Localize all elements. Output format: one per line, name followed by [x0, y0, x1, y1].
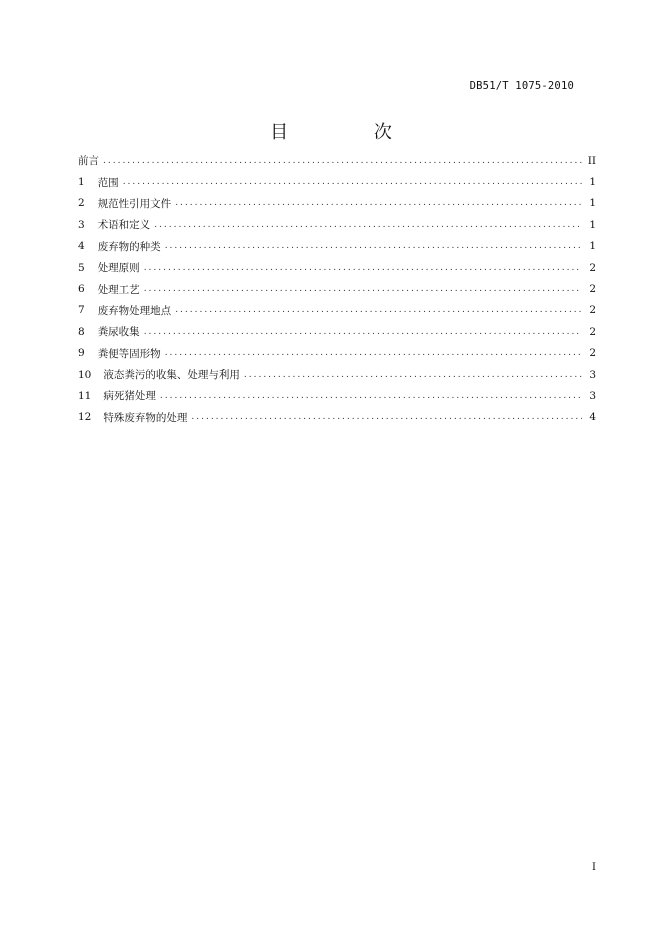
toc-entry-number: 8 [78, 325, 85, 338]
toc-entry-number: 10 [78, 368, 92, 381]
toc-entry-number: 12 [78, 411, 92, 424]
toc-entry-number: 4 [78, 240, 85, 253]
toc-entry-number: 3 [78, 218, 85, 231]
toc-leader-dots [154, 220, 582, 230]
toc-title: 目 次 [270, 122, 432, 143]
toc-leader-dots [123, 177, 582, 187]
toc-leader-dots [144, 284, 582, 294]
toc-entry-number: 6 [78, 283, 85, 296]
toc-entry-label: 病死猪处理 [103, 390, 156, 403]
toc-entry[interactable] [78, 214, 596, 235]
toc-entry[interactable] [78, 171, 596, 192]
table-of-contents [78, 150, 596, 428]
toc-entry-page: 2 [589, 325, 596, 338]
toc-entry-number: 1 [78, 176, 85, 189]
toc-entry-page: II [587, 154, 596, 167]
toc-entry-page: 1 [589, 240, 596, 253]
toc-entry[interactable] [78, 300, 596, 321]
toc-leader-dots [175, 305, 582, 315]
toc-entry-label: 前言 [78, 155, 99, 168]
toc-leader-dots [144, 327, 582, 337]
toc-entry-number: 5 [78, 261, 85, 274]
toc-entry-page: 1 [589, 176, 596, 189]
toc-leader-dots [103, 156, 582, 166]
page-number: I [592, 862, 596, 873]
toc-entry-page: 2 [589, 347, 596, 360]
toc-leader-dots [165, 348, 582, 358]
toc-leader-dots [175, 198, 582, 208]
toc-entry[interactable] [78, 343, 596, 364]
toc-entry[interactable] [78, 236, 596, 257]
toc-entry-number: 2 [78, 197, 85, 210]
toc-entry-label: 术语和定义 [97, 219, 151, 232]
toc-entry-number: 7 [78, 304, 85, 317]
toc-entry-label: 粪便等固形物 [97, 347, 161, 360]
toc-entry-number: 9 [78, 347, 85, 360]
toc-entry-page: 3 [589, 389, 596, 402]
toc-entry[interactable] [78, 321, 596, 342]
toc-leader-dots [160, 391, 582, 401]
toc-entry[interactable] [78, 364, 596, 385]
toc-leader-dots [165, 241, 582, 251]
toc-entry-page: 2 [589, 304, 596, 317]
toc-entry[interactable] [78, 278, 596, 299]
toc-entry-label: 处理原则 [97, 262, 140, 275]
toc-entry-page: 4 [589, 411, 596, 424]
toc-entry-label: 规范性引用文件 [97, 197, 172, 210]
toc-entry[interactable] [78, 407, 596, 428]
toc-entry-label: 废弃物处理地点 [97, 304, 172, 317]
toc-leader-dots [244, 370, 582, 380]
toc-entry-number: 11 [78, 389, 92, 402]
toc-entry[interactable] [78, 150, 596, 171]
toc-entry-page: 2 [589, 261, 596, 274]
toc-entry-label: 废弃物的种类 [97, 240, 161, 253]
toc-leader-dots [144, 263, 582, 273]
toc-entry-label: 液态粪污的收集、处理与利用 [103, 369, 240, 382]
document-code: DB51/T 1075-2010 [469, 80, 574, 92]
toc-leader-dots [191, 412, 582, 422]
toc-entry-page: 1 [589, 197, 596, 210]
toc-entry[interactable] [78, 257, 596, 278]
toc-entry-label: 粪尿收集 [97, 326, 140, 339]
toc-entry[interactable] [78, 385, 596, 406]
toc-entry-page: 3 [589, 368, 596, 381]
toc-entry[interactable] [78, 193, 596, 214]
toc-entry-label: 特殊废弃物的处理 [103, 411, 188, 424]
toc-entry-label: 范围 [97, 176, 119, 189]
toc-entry-page: 2 [589, 283, 596, 296]
toc-entry-label: 处理工艺 [97, 283, 140, 296]
toc-entry-page: 1 [589, 218, 596, 231]
